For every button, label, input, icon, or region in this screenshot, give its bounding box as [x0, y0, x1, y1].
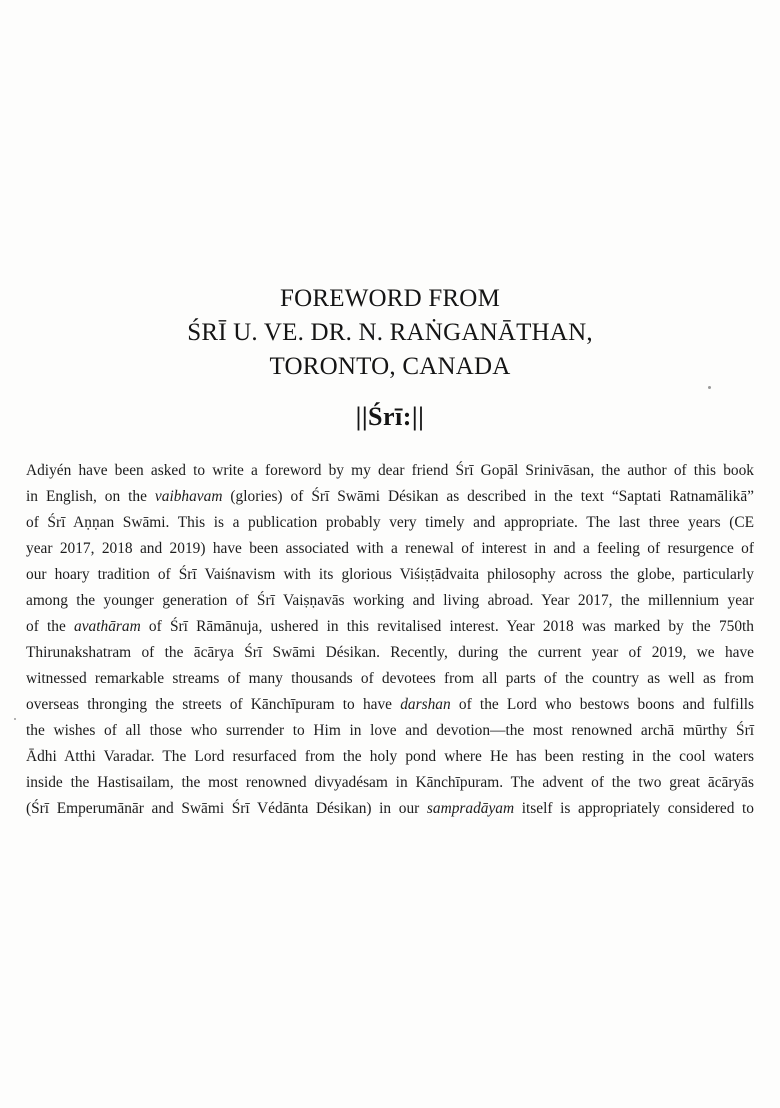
text-run: (Śrī Emperumānār and Swāmi Śrī Védānta Désikan) in our	[26, 800, 427, 817]
paragraph-line	[26, 562, 754, 588]
italic-term: sampradāyam	[426, 800, 515, 817]
text-run: of the	[26, 618, 75, 635]
paragraph-line	[26, 770, 754, 796]
text-run: the wishes of all those who surrender to Him in love and devotion—the most renowned archā mūrthy Śrī	[26, 722, 754, 739]
text-run: of Śrī Aṇṇan Swāmi. This is a publication probably very timely and appropriate. The last three years (CE	[26, 514, 754, 531]
italic-term: avathāram	[74, 618, 141, 635]
scan-speck	[708, 386, 711, 389]
text-run: (glories) of Śrī Swāmi Désikan as described in the text “Saptati Ratnamālikā”	[222, 488, 755, 505]
paragraph-line	[26, 588, 754, 614]
paragraph-line	[26, 510, 754, 536]
foreword-paragraph	[26, 458, 754, 822]
text-run: Adiyén have been asked to write a foreword by my dear friend Śrī Gopāl Srinivāsan, the author of this book	[26, 462, 754, 479]
paragraph-line	[26, 640, 754, 666]
title-line-1: FOREWORD FROM	[280, 285, 500, 312]
invocation-heading: ||Śrī:||	[355, 402, 425, 431]
text-run: itself is appropriately considered to	[514, 800, 754, 817]
text-run: inside the Hastisailam, the most renowned divyadésam in Kānchīpuram. The advent of the two great ācāryās	[26, 774, 754, 791]
text-run: of the Lord who bestows boons and fulfills	[450, 696, 754, 713]
foreword-title	[0, 282, 780, 384]
italic-term: vaibhavam	[154, 488, 223, 505]
paragraph-line	[26, 666, 754, 692]
scan-speck	[14, 718, 16, 720]
paragraph-line	[26, 692, 754, 718]
text-run: overseas thronging the streets of Kānchīpuram to have	[26, 696, 401, 713]
text-run: our hoary tradition of Śrī Vaiśnavism with its glorious Viśiṣṭādvaita philosophy across the globe, particularly	[26, 566, 754, 583]
title-line-3: TORONTO, CANADA	[269, 353, 511, 380]
paragraph-line	[26, 614, 754, 640]
title-line-2: ŚRĪ U. VE. DR. N. RAṄGANĀTHAN,	[187, 319, 593, 346]
italic-term: darshan	[400, 696, 451, 713]
text-run: year 2017, 2018 and 2019) have been associated with a renewal of interest in and a feeling of resurgence of	[26, 540, 754, 557]
text-run: among the younger generation of Śrī Vaiṣṇavās working and living abroad. Year 2017, the millennium year	[26, 592, 754, 609]
text-run: in English, on the	[26, 488, 155, 505]
text-run: Ādhi Atthi Varadar. The Lord resurfaced from the holy pond where He has been resting in the cool waters	[26, 748, 754, 765]
text-run: Thirunakshatram of the ācārya Śrī Swāmi Désikan. Recently, during the current year of 2019, we have	[26, 644, 754, 661]
paragraph-line	[26, 744, 754, 770]
paragraph-line	[26, 796, 754, 822]
paragraph-line	[26, 718, 754, 744]
text-run: witnessed remarkable streams of many thousands of devotees from all parts of the country as well as from	[26, 670, 754, 687]
text-run: of Śrī Rāmānuja, ushered in this revitalised interest. Year 2018 was marked by the 750th	[140, 618, 754, 635]
paragraph-line	[26, 458, 754, 484]
paragraph-line	[26, 536, 754, 562]
paragraph-line	[26, 484, 754, 510]
